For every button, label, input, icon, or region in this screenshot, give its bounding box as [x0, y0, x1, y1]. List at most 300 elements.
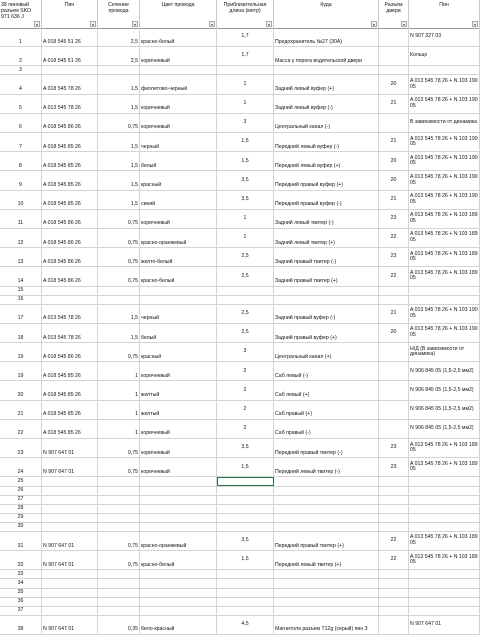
cell-pin-2[interactable]: [409, 66, 480, 74]
cell-door-connector[interactable]: [379, 477, 409, 485]
cell-section[interactable]: [98, 477, 140, 485]
cell-wire-color[interactable]: [140, 607, 217, 615]
cell-pin[interactable]: A 018 545 86 26: [42, 267, 98, 285]
cell-length[interactable]: 3: [217, 114, 274, 132]
cell-destination[interactable]: Саб правый (-): [274, 420, 379, 438]
cell-section[interactable]: 1,5: [98, 152, 140, 170]
cell-pin[interactable]: A 018 545 85 26: [42, 362, 98, 380]
cell-wire-color[interactable]: белый: [140, 152, 217, 170]
cell-row-number[interactable]: 28: [0, 505, 42, 513]
cell-pin-2[interactable]: A 013 545 78 26 + N 103 189 05: [409, 532, 480, 550]
cell-pin[interactable]: A 013 545 78 26: [42, 305, 98, 323]
cell-row-number[interactable]: 38: [0, 616, 42, 634]
cell-destination[interactable]: Задний правый твитер (+): [274, 267, 379, 285]
cell-wire-color[interactable]: [140, 487, 217, 495]
cell-pin-2[interactable]: В зависимости от динамика: [409, 114, 480, 132]
cell-section[interactable]: 1: [98, 381, 140, 399]
cell-pin[interactable]: N 907 647 01: [42, 532, 98, 550]
cell-pin-2[interactable]: Н/Д (В зависимости от динамика): [409, 343, 480, 361]
cell-section[interactable]: [98, 589, 140, 597]
cell-pin[interactable]: A 018 545 78 26: [42, 75, 98, 93]
filter-dropdown-icon[interactable]: ▾: [91, 22, 94, 27]
cell-destination[interactable]: Задний левый вуфер (-): [274, 95, 379, 113]
cell-length[interactable]: [217, 66, 274, 74]
cell-pin-2[interactable]: N 906 845 05 (1,5-2,5 мм2): [409, 381, 480, 399]
cell-pin-2[interactable]: [409, 523, 480, 531]
cell-row-number[interactable]: 22: [0, 420, 42, 438]
cell-pin-2[interactable]: N 907 647 01: [409, 616, 480, 634]
cell-wire-color[interactable]: [140, 523, 217, 531]
cell-length[interactable]: [217, 514, 274, 522]
cell-door-connector[interactable]: [379, 496, 409, 504]
cell-length[interactable]: 1,5: [217, 551, 274, 569]
cell-door-connector[interactable]: 20: [379, 324, 409, 342]
cell-pin[interactable]: N 907 647 01: [42, 551, 98, 569]
cell-section[interactable]: 0,75: [98, 343, 140, 361]
cell-row-number[interactable]: 8: [0, 152, 42, 170]
cell-door-connector[interactable]: [379, 514, 409, 522]
cell-wire-color[interactable]: [140, 598, 217, 606]
cell-section[interactable]: 2,5: [98, 47, 140, 65]
cell-destination[interactable]: [274, 505, 379, 513]
cell-door-connector[interactable]: [379, 607, 409, 615]
filter-dropdown-icon[interactable]: ▾: [372, 22, 375, 27]
cell-door-connector[interactable]: [379, 616, 409, 634]
cell-pin[interactable]: [42, 589, 98, 597]
cell-destination[interactable]: Задний левый твитер (-): [274, 210, 379, 228]
cell-length[interactable]: 1: [217, 75, 274, 93]
cell-door-connector[interactable]: [379, 570, 409, 578]
cell-pin-2[interactable]: [409, 496, 480, 504]
cell-pin-2[interactable]: A 013 545 78 26 + N 103 189 05: [409, 267, 480, 285]
cell-length[interactable]: 3: [217, 343, 274, 361]
cell-pin-2[interactable]: N 907 327 03: [409, 28, 480, 46]
cell-wire-color[interactable]: красный: [140, 171, 217, 189]
cell-destination[interactable]: [274, 496, 379, 504]
cell-row-number[interactable]: 4: [0, 75, 42, 93]
cell-length[interactable]: 3,5: [217, 439, 274, 457]
cell-wire-color[interactable]: белый: [140, 324, 217, 342]
cell-length[interactable]: [217, 487, 274, 495]
filter-dropdown-icon[interactable]: ▾: [402, 22, 405, 27]
cell-section[interactable]: 1: [98, 362, 140, 380]
filter-dropdown-icon[interactable]: ▾: [35, 22, 38, 27]
cell-wire-color[interactable]: красный: [140, 343, 217, 361]
cell-pin[interactable]: [42, 477, 98, 485]
cell-section[interactable]: [98, 487, 140, 495]
cell-wire-color[interactable]: коричневый: [140, 95, 217, 113]
cell-pin[interactable]: N 907 647 01: [42, 616, 98, 634]
cell-length[interactable]: 1: [217, 95, 274, 113]
cell-door-connector[interactable]: [379, 66, 409, 74]
cell-destination[interactable]: [274, 514, 379, 522]
cell-pin-2[interactable]: [409, 579, 480, 587]
cell-section[interactable]: [98, 570, 140, 578]
cell-door-connector[interactable]: [379, 523, 409, 531]
cell-length[interactable]: [217, 589, 274, 597]
cell-wire-color[interactable]: черный: [140, 133, 217, 151]
cell-pin[interactable]: A 018 545 85 26: [42, 152, 98, 170]
cell-section[interactable]: [98, 505, 140, 513]
cell-wire-color[interactable]: [140, 66, 217, 74]
cell-pin[interactable]: A 013 545 78 26: [42, 324, 98, 342]
cell-destination[interactable]: Саб левый (-): [274, 362, 379, 380]
cell-pin[interactable]: [42, 523, 98, 531]
cell-section[interactable]: 0,75: [98, 267, 140, 285]
cell-destination[interactable]: Саб правый (+): [274, 401, 379, 419]
cell-row-number[interactable]: 26: [0, 487, 42, 495]
cell-door-connector[interactable]: [379, 589, 409, 597]
cell-length[interactable]: 2,5: [217, 324, 274, 342]
cell-length[interactable]: [217, 477, 274, 485]
cell-section[interactable]: 0,75: [98, 551, 140, 569]
cell-row-number[interactable]: 10: [0, 191, 42, 209]
cell-pin-2[interactable]: A 013 545 78 26 + N 103 190 05: [409, 133, 480, 151]
cell-row-number[interactable]: 17: [0, 305, 42, 323]
cell-pin[interactable]: [42, 487, 98, 495]
cell-length[interactable]: 2,5: [217, 305, 274, 323]
cell-wire-color[interactable]: красно-белый: [140, 551, 217, 569]
cell-row-number[interactable]: 21: [0, 401, 42, 419]
cell-row-number[interactable]: 25: [0, 477, 42, 485]
cell-row-number[interactable]: 35: [0, 589, 42, 597]
cell-section[interactable]: [98, 496, 140, 504]
cell-length[interactable]: 3,5: [217, 191, 274, 209]
cell-pin[interactable]: [42, 287, 98, 295]
cell-pin-2[interactable]: [409, 607, 480, 615]
cell-destination[interactable]: Задний правый твитер (-): [274, 248, 379, 266]
filter-dropdown-icon[interactable]: ▾: [473, 22, 476, 27]
cell-row-number[interactable]: 15: [0, 287, 42, 295]
header-pin[interactable]: [42, 0, 98, 28]
cell-section[interactable]: 0,75: [98, 114, 140, 132]
cell-wire-color[interactable]: [140, 570, 217, 578]
cell-pin-2[interactable]: A 013 545 78 26 + N 103 190 05: [409, 152, 480, 170]
cell-length[interactable]: 2: [217, 401, 274, 419]
cell-pin-2[interactable]: [409, 296, 480, 304]
cell-row-number[interactable]: 29: [0, 514, 42, 522]
cell-wire-color[interactable]: красно-оранжевый: [140, 229, 217, 247]
cell-door-connector[interactable]: 20: [379, 171, 409, 189]
cell-wire-color[interactable]: красно-белый: [140, 28, 217, 46]
cell-section[interactable]: [98, 287, 140, 295]
cell-section[interactable]: [98, 579, 140, 587]
cell-wire-color[interactable]: бело-красный: [140, 616, 217, 634]
cell-section[interactable]: [98, 598, 140, 606]
cell-length[interactable]: [217, 579, 274, 587]
cell-destination[interactable]: Задний левый твитер (+): [274, 229, 379, 247]
cell-length[interactable]: 2: [217, 420, 274, 438]
cell-door-connector[interactable]: [379, 287, 409, 295]
cell-door-connector[interactable]: [379, 420, 409, 438]
cell-row-number[interactable]: 2: [0, 47, 42, 65]
cell-destination[interactable]: [274, 487, 379, 495]
cell-door-connector[interactable]: [379, 487, 409, 495]
cell-door-connector[interactable]: [379, 114, 409, 132]
cell-pin-2[interactable]: A 013 545 78 26 + N 103 189 05: [409, 458, 480, 476]
cell-length[interactable]: 1: [217, 210, 274, 228]
cell-section[interactable]: 0,75: [98, 248, 140, 266]
cell-pin[interactable]: [42, 579, 98, 587]
cell-row-number[interactable]: 36: [0, 598, 42, 606]
cell-row-number[interactable]: 37: [0, 607, 42, 615]
cell-pin-2[interactable]: A 013 545 78 26 + N 103 190 05: [409, 191, 480, 209]
cell-length[interactable]: 3,5: [217, 532, 274, 550]
cell-pin-2[interactable]: [409, 477, 480, 485]
cell-destination[interactable]: Передний правый вуфер (+): [274, 171, 379, 189]
cell-pin[interactable]: A 018 545 86 26: [42, 229, 98, 247]
cell-pin[interactable]: A 018 545 86 26: [42, 343, 98, 361]
cell-row-number[interactable]: 7: [0, 133, 42, 151]
cell-door-connector[interactable]: [379, 579, 409, 587]
cell-door-connector[interactable]: [379, 401, 409, 419]
header-destination[interactable]: [274, 0, 379, 28]
cell-length[interactable]: 2,5: [217, 248, 274, 266]
header-pin-2[interactable]: [409, 0, 480, 28]
cell-door-connector[interactable]: 21: [379, 95, 409, 113]
cell-pin-2[interactable]: A 013 545 78 26 + N 103 189 05: [409, 229, 480, 247]
cell-pin-2[interactable]: Кольцо: [409, 47, 480, 65]
cell-row-number[interactable]: 5: [0, 95, 42, 113]
cell-door-connector[interactable]: 22: [379, 532, 409, 550]
cell-destination[interactable]: Передний левый вуфер (-): [274, 133, 379, 151]
cell-row-number[interactable]: 14: [0, 267, 42, 285]
cell-pin-2[interactable]: [409, 487, 480, 495]
cell-row-number[interactable]: 3: [0, 66, 42, 74]
cell-wire-color[interactable]: желтый: [140, 401, 217, 419]
cell-row-number[interactable]: 9: [0, 171, 42, 189]
cell-destination[interactable]: Передний левый вуфер (+): [274, 152, 379, 170]
cell-door-connector[interactable]: 21: [379, 191, 409, 209]
cell-section[interactable]: 1,5: [98, 133, 140, 151]
cell-destination[interactable]: Саб левый (+): [274, 381, 379, 399]
cell-row-number[interactable]: 33: [0, 570, 42, 578]
cell-destination[interactable]: [274, 523, 379, 531]
cell-door-connector[interactable]: 22: [379, 551, 409, 569]
cell-length[interactable]: [217, 570, 274, 578]
cell-destination[interactable]: Передний правый твитер (+): [274, 532, 379, 550]
cell-pin[interactable]: A 018 545 51 26: [42, 47, 98, 65]
cell-destination[interactable]: Передний левый твитер (-): [274, 458, 379, 476]
cell-section[interactable]: [98, 296, 140, 304]
cell-door-connector[interactable]: 23: [379, 439, 409, 457]
cell-pin[interactable]: [42, 570, 98, 578]
header-section[interactable]: [98, 0, 140, 28]
cell-row-number[interactable]: 11: [0, 210, 42, 228]
cell-row-number[interactable]: 13: [0, 248, 42, 266]
cell-row-number[interactable]: 34: [0, 579, 42, 587]
cell-pin-2[interactable]: A 013 545 78 26 + N 103 190 05: [409, 95, 480, 113]
cell-pin[interactable]: A 013 545 78 26: [42, 95, 98, 113]
cell-pin[interactable]: A 018 545 86 26: [42, 210, 98, 228]
cell-section[interactable]: 1,5: [98, 95, 140, 113]
cell-length[interactable]: 1,7: [217, 28, 274, 46]
cell-section[interactable]: 1,5: [98, 191, 140, 209]
cell-door-connector[interactable]: [379, 598, 409, 606]
cell-pin[interactable]: A 018 545 85 26: [42, 133, 98, 151]
cell-row-number[interactable]: 20: [0, 381, 42, 399]
cell-section[interactable]: 1,5: [98, 75, 140, 93]
cell-pin[interactable]: A 018 545 86 26: [42, 248, 98, 266]
cell-destination[interactable]: Центральный канал (-): [274, 114, 379, 132]
cell-door-connector[interactable]: [379, 362, 409, 380]
cell-door-connector[interactable]: 21: [379, 133, 409, 151]
cell-wire-color[interactable]: [140, 505, 217, 513]
cell-destination[interactable]: Передний правый твитер (-): [274, 439, 379, 457]
cell-door-connector[interactable]: [379, 47, 409, 65]
cell-row-number[interactable]: 18: [0, 324, 42, 342]
cell-pin[interactable]: [42, 598, 98, 606]
cell-section[interactable]: 0,75: [98, 439, 140, 457]
cell-pin[interactable]: A 018 545 51 26: [42, 28, 98, 46]
cell-section[interactable]: 1,5: [98, 324, 140, 342]
cell-section[interactable]: 1: [98, 401, 140, 419]
cell-pin[interactable]: [42, 296, 98, 304]
header-wire-color[interactable]: [140, 0, 217, 28]
header-length[interactable]: [217, 0, 274, 28]
cell-door-connector[interactable]: 22: [379, 267, 409, 285]
cell-wire-color[interactable]: фиолетово-черный: [140, 75, 217, 93]
cell-door-connector[interactable]: 20: [379, 75, 409, 93]
cell-row-number[interactable]: 1: [0, 28, 42, 46]
cell-wire-color[interactable]: красно-белый: [140, 267, 217, 285]
cell-pin[interactable]: [42, 505, 98, 513]
cell-pin[interactable]: A 018 545 86 26: [42, 114, 98, 132]
cell-length[interactable]: [217, 296, 274, 304]
cell-pin-2[interactable]: A 013 545 78 26 + N 103 189 05: [409, 439, 480, 457]
cell-pin-2[interactable]: A 013 545 78 26 + N 103 190 05: [409, 305, 480, 323]
cell-pin[interactable]: A 018 545 85 26: [42, 171, 98, 189]
cell-row-number[interactable]: 19: [0, 362, 42, 380]
cell-pin[interactable]: [42, 607, 98, 615]
cell-row-number[interactable]: 16: [0, 296, 42, 304]
cell-pin[interactable]: A 018 545 85 26: [42, 191, 98, 209]
cell-destination[interactable]: Передний левый твитер (+): [274, 551, 379, 569]
cell-pin[interactable]: N 907 647 01: [42, 439, 98, 457]
cell-wire-color[interactable]: [140, 589, 217, 597]
header-connector-38pin[interactable]: [0, 0, 42, 28]
cell-pin-2[interactable]: A 013 545 78 26 + N 103 190 05: [409, 171, 480, 189]
cell-section[interactable]: 0,75: [98, 210, 140, 228]
cell-pin-2[interactable]: [409, 589, 480, 597]
cell-wire-color[interactable]: коричневый: [140, 114, 217, 132]
cell-section[interactable]: [98, 523, 140, 531]
cell-length[interactable]: 1,5: [217, 133, 274, 151]
header-door-connector[interactable]: [379, 0, 409, 28]
cell-wire-color[interactable]: коричневый: [140, 210, 217, 228]
cell-wire-color[interactable]: [140, 514, 217, 522]
cell-pin-2[interactable]: A 013 545 78 26 + N 103 189 05: [409, 210, 480, 228]
cell-wire-color[interactable]: коричневый: [140, 47, 217, 65]
cell-row-number[interactable]: 31: [0, 532, 42, 550]
cell-door-connector[interactable]: 22: [379, 229, 409, 247]
filter-dropdown-icon[interactable]: ▾: [267, 22, 270, 27]
cell-length[interactable]: 1,7: [217, 47, 274, 65]
cell-section[interactable]: 0,35: [98, 616, 140, 634]
cell-pin[interactable]: A 018 545 85 26: [42, 381, 98, 399]
cell-door-connector[interactable]: 20: [379, 152, 409, 170]
cell-section[interactable]: [98, 514, 140, 522]
cell-row-number[interactable]: 32: [0, 551, 42, 569]
cell-length[interactable]: [217, 496, 274, 504]
cell-destination[interactable]: [274, 477, 379, 485]
cell-wire-color[interactable]: коричневый: [140, 458, 217, 476]
cell-destination[interactable]: Передний правый вуфер (-): [274, 191, 379, 209]
cell-length[interactable]: [217, 505, 274, 513]
cell-length[interactable]: [217, 598, 274, 606]
cell-length[interactable]: [217, 523, 274, 531]
cell-section[interactable]: [98, 66, 140, 74]
cell-wire-color[interactable]: черный: [140, 305, 217, 323]
cell-door-connector[interactable]: [379, 381, 409, 399]
cell-wire-color[interactable]: [140, 579, 217, 587]
cell-pin-2[interactable]: A 013 545 78 26 + N 103 190 05: [409, 324, 480, 342]
cell-pin-2[interactable]: [409, 570, 480, 578]
cell-pin[interactable]: [42, 66, 98, 74]
cell-row-number[interactable]: 19: [0, 343, 42, 361]
cell-section[interactable]: [98, 607, 140, 615]
cell-destination[interactable]: Масса у порога водительской двери: [274, 47, 379, 65]
cell-destination[interactable]: Предохранитель №27 (30A): [274, 28, 379, 46]
cell-destination[interactable]: Магнитола разъем T12g (серый) пин 3: [274, 616, 379, 634]
cell-length[interactable]: 1: [217, 229, 274, 247]
cell-row-number[interactable]: 24: [0, 458, 42, 476]
cell-pin[interactable]: [42, 496, 98, 504]
cell-pin-2[interactable]: [409, 514, 480, 522]
cell-section[interactable]: 0,75: [98, 532, 140, 550]
cell-destination[interactable]: [274, 607, 379, 615]
cell-destination[interactable]: [274, 287, 379, 295]
cell-wire-color[interactable]: [140, 477, 217, 485]
cell-length[interactable]: 2: [217, 381, 274, 399]
cell-section[interactable]: 1: [98, 420, 140, 438]
cell-pin-2[interactable]: N 906 845 05 (1,5-2,5 мм2): [409, 420, 480, 438]
cell-wire-color[interactable]: коричневый: [140, 439, 217, 457]
cell-wire-color[interactable]: коричневый: [140, 362, 217, 380]
cell-pin-2[interactable]: [409, 287, 480, 295]
cell-pin-2[interactable]: [409, 598, 480, 606]
cell-length[interactable]: 1,5: [217, 152, 274, 170]
cell-length[interactable]: 4,5: [217, 616, 274, 634]
cell-pin-2[interactable]: N 906 845 05 (1,5-2,5 мм2): [409, 401, 480, 419]
cell-wire-color[interactable]: коричневый: [140, 420, 217, 438]
cell-destination[interactable]: [274, 296, 379, 304]
cell-destination[interactable]: Центральный канал (+): [274, 343, 379, 361]
cell-destination[interactable]: [274, 589, 379, 597]
cell-row-number[interactable]: 30: [0, 523, 42, 531]
cell-section[interactable]: 2,5: [98, 28, 140, 46]
cell-wire-color[interactable]: красно-оранжевый: [140, 532, 217, 550]
cell-destination[interactable]: [274, 598, 379, 606]
cell-door-connector[interactable]: 21: [379, 305, 409, 323]
filter-dropdown-icon[interactable]: ▾: [133, 22, 136, 27]
cell-wire-color[interactable]: [140, 496, 217, 504]
cell-pin-2[interactable]: A 013 545 78 26 + N 103 190 05: [409, 75, 480, 93]
cell-length[interactable]: 2,5: [217, 267, 274, 285]
cell-destination[interactable]: Задний правый вуфер (-): [274, 305, 379, 323]
cell-wire-color[interactable]: [140, 287, 217, 295]
cell-length[interactable]: 1,5: [217, 458, 274, 476]
cell-door-connector[interactable]: [379, 296, 409, 304]
cell-length[interactable]: [217, 287, 274, 295]
cell-door-connector[interactable]: [379, 505, 409, 513]
cell-pin-2[interactable]: N 906 845 05 (1,5-2,5 мм2): [409, 362, 480, 380]
cell-pin-2[interactable]: A 013 545 78 26 + N 103 189 05: [409, 551, 480, 569]
cell-door-connector[interactable]: [379, 28, 409, 46]
cell-wire-color[interactable]: желто-белый: [140, 248, 217, 266]
cell-destination[interactable]: Задний левый вуфер (+): [274, 75, 379, 93]
cell-door-connector[interactable]: 23: [379, 248, 409, 266]
